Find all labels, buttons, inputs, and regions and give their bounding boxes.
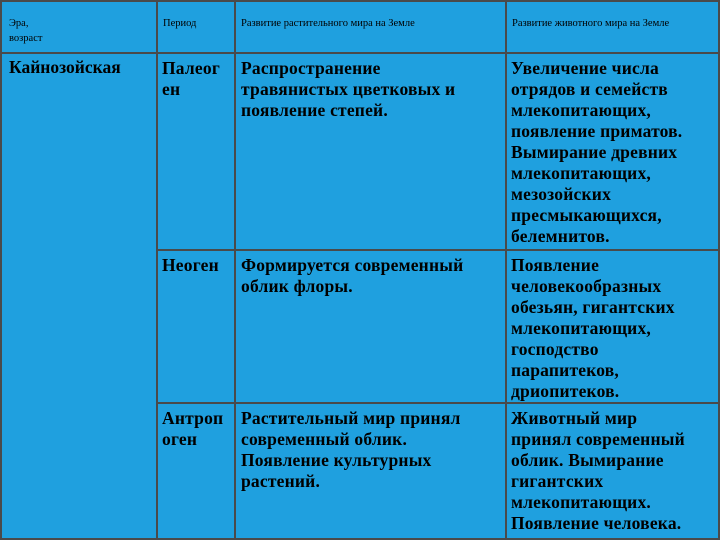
plants-cell-neogene: Формируется современный облик флоры. bbox=[241, 255, 464, 296]
period-cell-anthropogene: Антроп оген bbox=[162, 408, 224, 449]
grid-line-col2 bbox=[234, 0, 236, 540]
plants-cell-anthropogene: Растительный мир принял современный облик. Появление культурных растений. bbox=[241, 408, 461, 491]
grid-line-row2-bottom bbox=[156, 402, 720, 404]
grid-line-row1-bottom bbox=[156, 249, 720, 251]
era-cell: Кайнозойская bbox=[9, 57, 121, 77]
plants-cell-paleogene: Распространение травянистых цветковых и появление степей. bbox=[241, 58, 456, 120]
grid-line-col1 bbox=[156, 0, 158, 540]
grid-line-top bbox=[0, 0, 720, 2]
animals-cell-neogene: Появление человекообразных обезьян, гигантских млекопитающих, господство парапитеков, дриопитеков. bbox=[511, 255, 675, 401]
animals-cell-paleogene: Увеличение числа отрядов и семейств млекопитающих, появление приматов. Вымирание древних млекопитающих, мезозойских пресмыкающихся, белемнитов. bbox=[511, 58, 683, 246]
header-plants: Развитие растительного мира на Земле bbox=[241, 18, 415, 29]
header-era: Эра, возраст bbox=[9, 18, 43, 45]
header-period: Период bbox=[163, 18, 197, 29]
period-cell-neogene: Неоген bbox=[162, 255, 219, 275]
animals-cell-anthropogene: Животный мир принял современный облик. Вымирание гигантских млекопитающих. Появление человека. bbox=[511, 408, 685, 533]
period-cell-paleogene: Палеог ен bbox=[162, 58, 220, 99]
header-animals: Развитие животного мира на Земле bbox=[512, 18, 670, 29]
grid-line-col3 bbox=[505, 0, 507, 540]
grid-line-left bbox=[0, 0, 2, 540]
grid-line-header-bottom bbox=[0, 52, 720, 54]
